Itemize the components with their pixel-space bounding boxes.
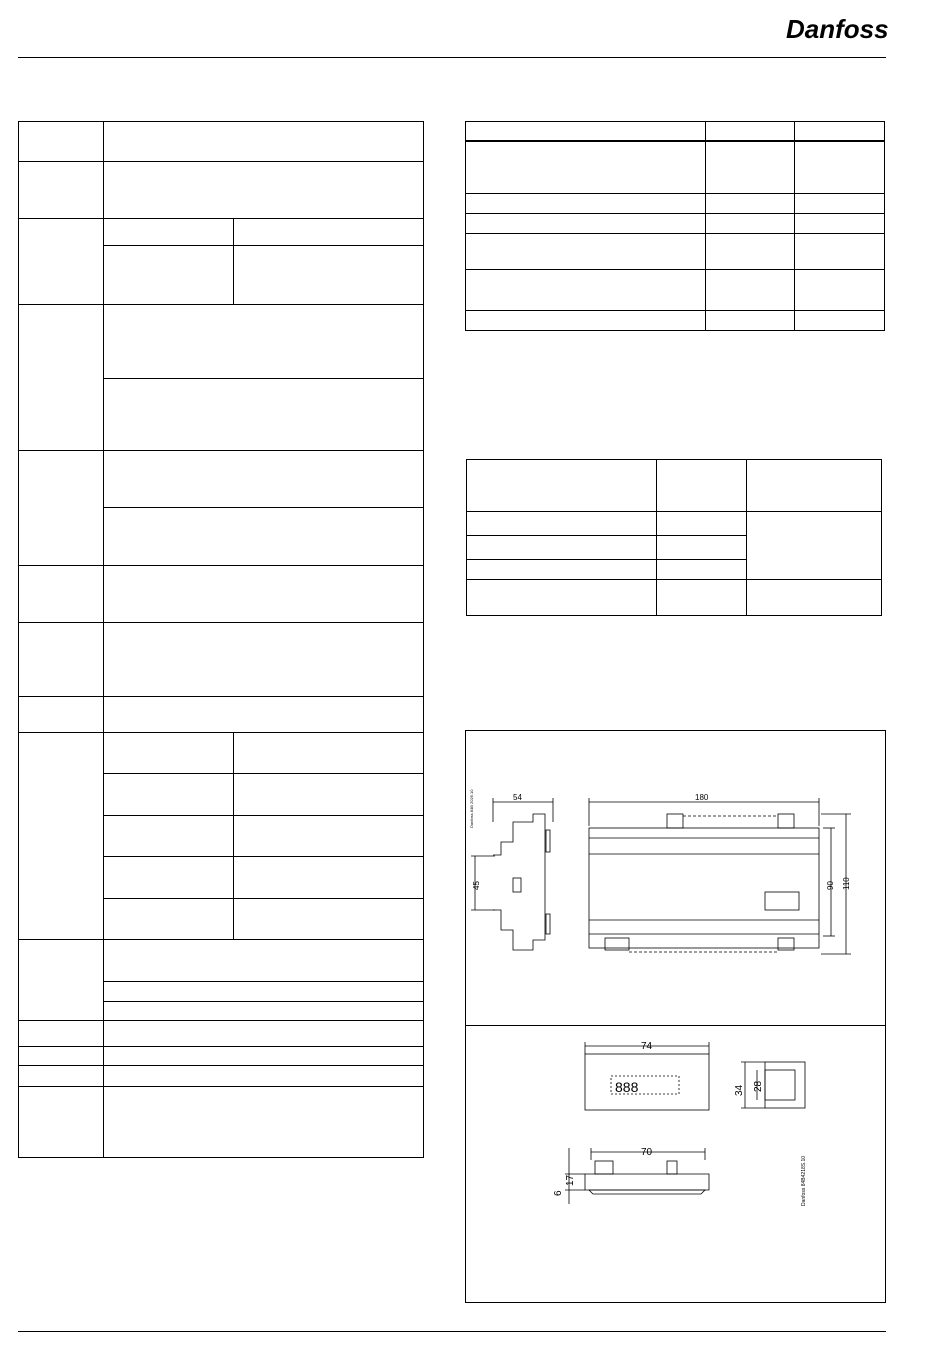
table-row — [465, 269, 885, 270]
table-row — [466, 535, 747, 536]
table-row — [18, 1020, 424, 1021]
table-row — [18, 304, 424, 305]
table-subrow — [103, 507, 424, 508]
table-row — [18, 622, 424, 623]
danfoss-logo — [778, 6, 890, 48]
table-subrow — [103, 378, 424, 379]
table-subrow — [103, 245, 424, 246]
ordering-table-header-rule — [465, 140, 885, 142]
display-depth-dim: 17 — [565, 1174, 576, 1186]
header-rule — [18, 57, 886, 58]
front-width-dim: 180 — [695, 793, 709, 802]
table-col-divider — [705, 121, 706, 331]
table-subrow — [103, 773, 424, 774]
table-row — [18, 939, 424, 940]
table-row — [18, 732, 424, 733]
ordering-table-frame — [465, 121, 885, 331]
footer-rule — [18, 1331, 886, 1332]
table-row — [18, 161, 424, 162]
brand-wordmark: Danfoss — [786, 14, 889, 44]
table-col-divider — [746, 459, 747, 616]
table-row — [18, 450, 424, 451]
table-row — [466, 511, 882, 512]
side-height-dim: 45 — [472, 881, 481, 890]
table-row — [465, 213, 885, 214]
ref-code-top: Danfoss 84B 2026.10 — [469, 789, 474, 828]
display-dimension-drawing — [465, 1026, 886, 1302]
spec-table-label-divider — [103, 121, 104, 1158]
table-subrow — [103, 898, 424, 899]
display-height-inner-dim: 28 — [753, 1080, 764, 1092]
table-col-divider — [233, 218, 234, 304]
outer-height-dim: 110 — [842, 877, 851, 890]
table-row — [466, 559, 747, 560]
table-row — [18, 565, 424, 566]
display-height-outer-dim: 34 — [734, 1084, 745, 1096]
table-col-divider — [794, 121, 795, 331]
table-subrow — [103, 981, 424, 982]
table-row — [18, 1046, 424, 1047]
table-row — [466, 579, 882, 580]
table-subrow — [103, 815, 424, 816]
ref-code-bottom: Danfoss 84B4218S.10 — [801, 1155, 807, 1206]
spec-table-frame — [18, 121, 424, 1158]
table-row — [18, 696, 424, 697]
table-row — [18, 218, 424, 219]
table-row — [465, 233, 885, 234]
table-row — [18, 1086, 424, 1087]
display-bezel-dim: 6 — [553, 1190, 564, 1196]
side-width-dim: 54 — [513, 793, 522, 802]
inner-height-dim: 90 — [826, 881, 835, 890]
table-subrow — [103, 1001, 424, 1002]
display-digits: 888 — [615, 1079, 639, 1095]
table-col-divider — [233, 732, 234, 939]
table-row — [465, 310, 885, 311]
accessory-table-frame — [466, 459, 882, 616]
table-subrow — [103, 856, 424, 857]
display-cutout-dim: 70 — [641, 1147, 653, 1158]
display-width-dim: 74 — [641, 1041, 653, 1052]
table-col-divider — [656, 459, 657, 616]
controller-dimension-drawing — [465, 730, 886, 1025]
table-row — [18, 1065, 424, 1066]
table-row — [465, 193, 885, 194]
